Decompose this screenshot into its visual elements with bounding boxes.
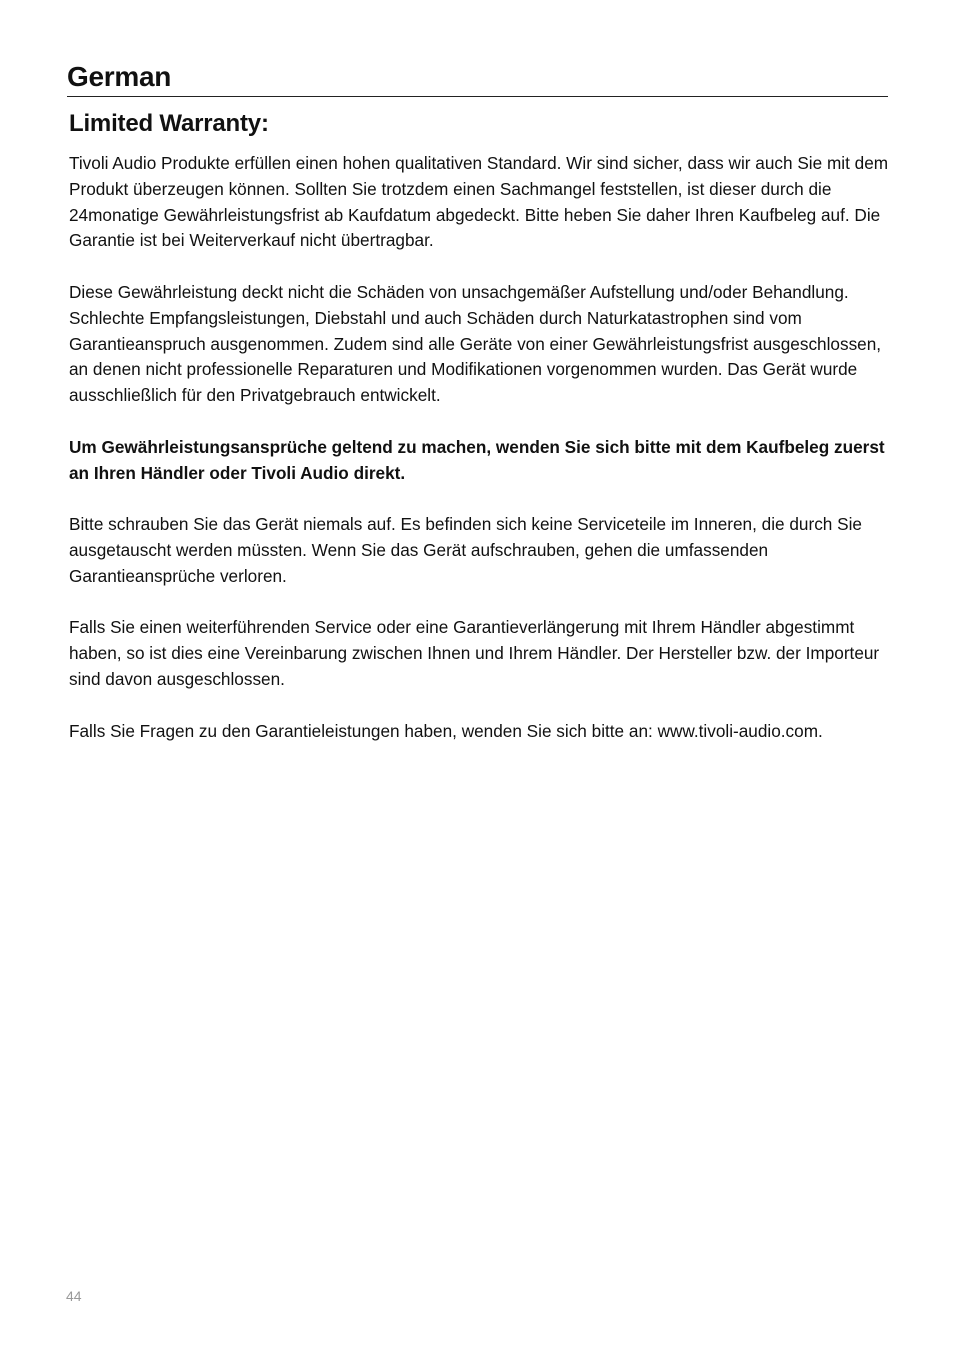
warranty-title: Limited Warranty: [69, 110, 269, 137]
paragraph-extended-service: Falls Sie einen weiterführenden Service oder eine Garantieverlängerung mit Ihrem Händler abgestimmt haben, so ist dies eine Vereinbarung zwischen Ihnen und Ihrem Händler. Der Hersteller bzw. der Importeur sind davon ausgeschlossen. [69, 617, 880, 689]
warranty-body [69, 151, 891, 770]
page-number: 44 [66, 1288, 82, 1304]
paragraph-claim-instructions: Um Gewährleistungsansprüche geltend zu machen, wenden Sie sich bitte mit dem Kaufbeleg zuerst an Ihren Händler oder Tivoli Audio direkt. [69, 436, 885, 483]
paragraph-quality-standard: Tivoli Audio Produkte erfüllen einen hohen qualitativen Standard. Wir sind sicher, dass wir auch Sie mit dem Produkt überzeugen können. Sollten Sie trotzdem einen Sachmangel feststellen, ist dieser durch die 24monatige Gewährleistungsfrist ab Kaufdatum abgedeckt. Bitte heben Sie daher Ihren Kaufbeleg auf. Die Garantie ist bei Weiterverkauf nicht übertragbar. [69, 153, 889, 251]
section-title: German [67, 61, 172, 92]
paragraph-coverage-exclusions: Diese Gewährleistung deckt nicht die Schäden von unsachgemäßer Aufstellung und/oder Behandlung. Schlechte Empfangsleistungen, Diebstahl und auch Schäden durch Naturkatastrophen sind vom Garantieanspruch ausgenommen. Zudem sind alle Geräte von einer Gewährleistungsfrist ausgeschlossen, an denen nicht professionelle Reparaturen und Modifikationen vorgenommen wurden. Das Gerät wurde ausschließlich für den Privatgebrauch entwickelt. [69, 281, 882, 406]
section-header [67, 58, 888, 97]
paragraph-do-not-open: Bitte schrauben Sie das Gerät niemals auf. Es befinden sich keine Serviceteile im Inneren, die durch Sie ausgetauscht werden müssten. Wenn Sie das Gerät aufschrauben, gehen die umfassenden Garantieansprüche verloren. [69, 514, 862, 586]
paragraph-contact: Falls Sie Fragen zu den Garantieleistungen haben, wenden Sie sich bitte an: www.tivoli-audio.com. [69, 720, 823, 741]
